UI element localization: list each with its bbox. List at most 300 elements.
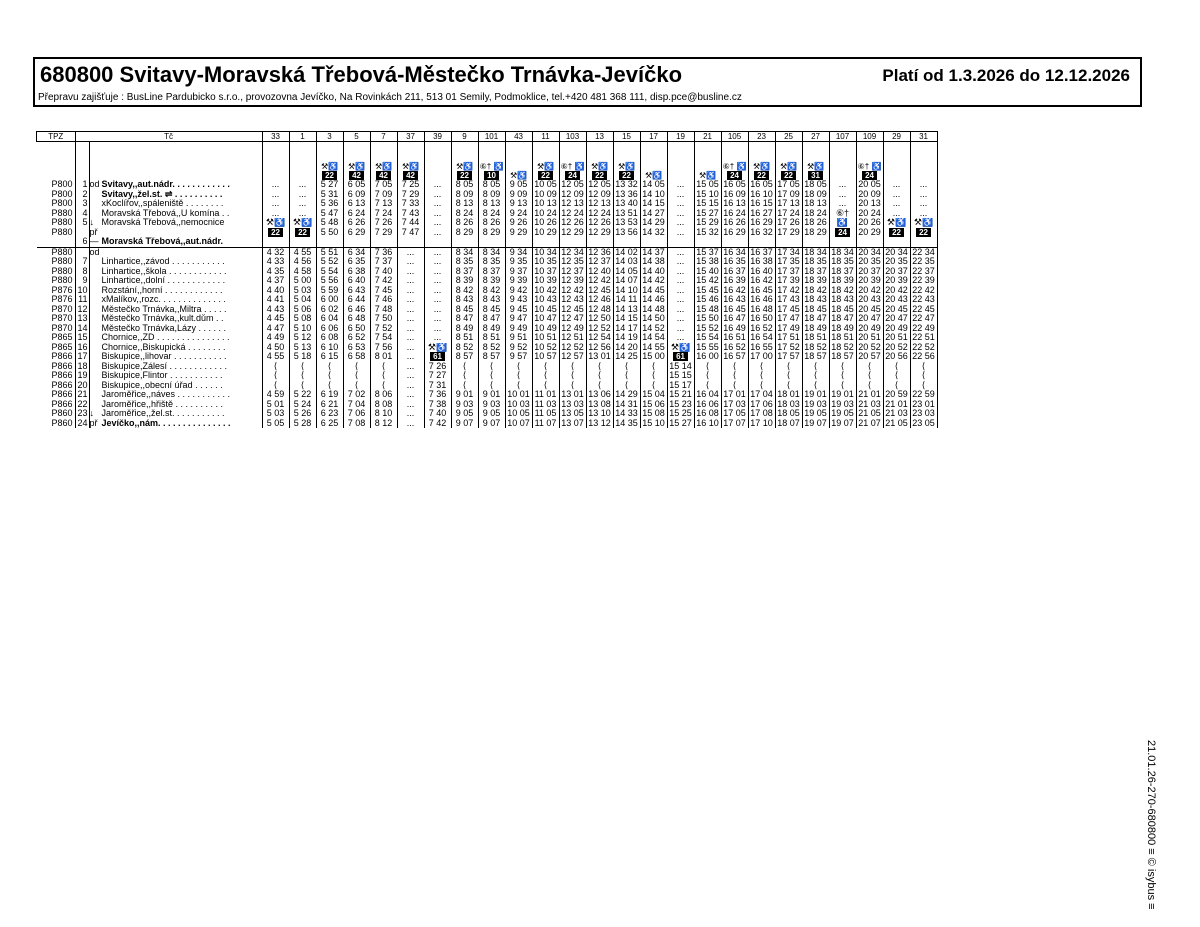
connection-badge: 42: [403, 171, 418, 180]
departure-time: 6 08: [316, 333, 343, 343]
departure-time: 5 03: [289, 286, 316, 296]
departure-time: 13 56: [613, 228, 640, 238]
departure-time: ...: [397, 371, 424, 381]
departure-time: ...: [262, 199, 289, 209]
stop-row: [37, 237, 938, 247]
departure-time: 17 24: [775, 209, 802, 219]
departure-time: 13 12: [586, 419, 613, 429]
stop-name: xMalíkov,,rozc. . . . . . . . . . . . . .: [101, 295, 226, 304]
departure-time: 6 46: [343, 305, 370, 315]
departure-time: ...: [910, 199, 937, 209]
departure-time: ⟨: [343, 362, 370, 372]
departure-time: ⚒♿: [910, 218, 937, 228]
stop-row: [37, 199, 938, 209]
departure-time: 9 09: [505, 190, 532, 200]
departure-time: 8 01: [370, 352, 397, 362]
departure-time: 16 52: [748, 324, 775, 334]
stop-row: [37, 247, 938, 257]
departure-time: 16 52: [721, 343, 748, 353]
tpz-code: P870: [51, 322, 73, 333]
departure-time: 18 01: [775, 390, 802, 400]
departure-time: [343, 237, 370, 247]
departure-time: ⟨: [451, 381, 478, 391]
departure-time: 13 06: [586, 390, 613, 400]
departure-time: 18 52: [802, 343, 829, 353]
departure-time: 4 59: [262, 390, 289, 400]
departure-time: ...: [262, 209, 289, 219]
departure-time: 8 52: [478, 343, 505, 353]
trip-note: [397, 142, 424, 181]
stop-number: 2: [75, 190, 89, 200]
departure-time: 16 37: [748, 247, 775, 257]
departure-time: 6 04: [316, 314, 343, 324]
departure-time: [316, 237, 343, 247]
arrival-departure-mark: př: [89, 417, 98, 428]
departure-time: 12 13: [559, 199, 586, 209]
departure-time: 12 09: [586, 190, 613, 200]
trip-note: [559, 142, 586, 181]
departure-time: 14 42: [640, 276, 667, 286]
departure-time: 14 29: [640, 218, 667, 228]
departure-time: 12 43: [559, 295, 586, 305]
departure-time: 6 24: [343, 209, 370, 219]
departure-time: 8 09: [478, 190, 505, 200]
departure-time: 13 40: [613, 199, 640, 209]
departure-time: 9 47: [505, 314, 532, 324]
departure-time: ⟨: [694, 371, 721, 381]
departure-time: 9 05: [505, 180, 532, 190]
departure-time: 6 35: [343, 257, 370, 267]
departure-time: ...: [289, 209, 316, 219]
trip-note: [289, 142, 316, 181]
departure-time: 13 53: [613, 218, 640, 228]
departure-time: 20 57: [856, 352, 883, 362]
connection-badge: 22: [754, 171, 769, 180]
departure-time: 15 08: [640, 409, 667, 419]
departure-time: ⟨: [586, 362, 613, 372]
departure-time: 18 35: [802, 257, 829, 267]
departure-time: ...: [397, 362, 424, 372]
departure-time: 5 28: [289, 419, 316, 429]
tpz-header: TPZ: [37, 132, 76, 142]
stop-name: Jaroměřice,,žel.st. . . . . . . . . . .: [101, 409, 225, 418]
departure-time: 14 31: [613, 400, 640, 410]
tpz-code: P880: [51, 217, 73, 227]
stop-row: [37, 218, 938, 228]
departure-time: ...: [667, 314, 694, 324]
departure-time: 14 40: [640, 267, 667, 277]
departure-time: ...: [262, 180, 289, 190]
stop-number: 13: [75, 314, 89, 324]
stop-name: Chornice,,Biskupická . . . . . . . .: [101, 342, 226, 352]
departure-time: 9 01: [451, 390, 478, 400]
departure-time: 16 09: [721, 190, 748, 200]
departure-time: 10 35: [532, 257, 559, 267]
departure-time: 18 47: [829, 314, 856, 324]
departure-time: ⟨: [559, 362, 586, 372]
departure-time: ...: [667, 286, 694, 296]
departure-time: 17 26: [775, 218, 802, 228]
departure-time: ...: [397, 295, 424, 305]
departure-time: 16 45: [721, 305, 748, 315]
operating-days-symbol: ⚒♿: [806, 161, 825, 171]
departure-time: [289, 228, 316, 238]
departure-time: 14 17: [613, 324, 640, 334]
departure-time: 12 52: [586, 324, 613, 334]
departure-time: 14 46: [640, 295, 667, 305]
trip-note: [316, 142, 343, 181]
tpz-code: P860: [51, 408, 73, 418]
departure-time: 7 29: [397, 190, 424, 200]
departure-time: ⟨: [451, 371, 478, 381]
arrival-departure-mark: ↓: [89, 408, 94, 418]
departure-time: 4 45: [262, 314, 289, 324]
departure-time: ...: [397, 286, 424, 296]
departure-time: ...: [424, 247, 451, 257]
connection-badge: 22: [538, 171, 553, 180]
departure-time: ⟨: [343, 381, 370, 391]
departure-time: [883, 228, 910, 238]
departure-time: 20 05: [856, 180, 883, 190]
connection-badge: 61: [430, 352, 445, 361]
departure-time: ⟨: [802, 362, 829, 372]
departure-time: 22 51: [910, 333, 937, 343]
departure-time: 5 36: [316, 199, 343, 209]
trip-note: [775, 142, 802, 181]
departure-time: 17 52: [775, 343, 802, 353]
departure-time: 7 40: [370, 267, 397, 277]
departure-time: [505, 237, 532, 247]
departure-time: 16 29: [721, 228, 748, 238]
departure-time: 20 47: [883, 314, 910, 324]
stop-number: 22: [75, 400, 89, 410]
departure-time: 7 13: [370, 199, 397, 209]
departure-time: [478, 237, 505, 247]
connection-badge: 22: [295, 228, 310, 237]
departure-time: ⚒♿: [289, 218, 316, 228]
stop-name: Moravská Třebová,,nemocnice: [101, 218, 225, 227]
departure-time: ...: [424, 218, 451, 228]
departure-time: 16 05: [748, 180, 775, 190]
operator-info: Přepravu zajišťuje : BusLine Pardubicko s.r.o., provozovna Jevíčko, Na Rovinkách 211, 513 01 Semily, Podmoklice, tel.+420 481 368 111, disp.pce@busline.cz: [38, 92, 742, 103]
departure-time: 6 06: [316, 324, 343, 334]
departure-time: ...: [667, 333, 694, 343]
departure-time: ...: [424, 190, 451, 200]
departure-time: 12 54: [586, 333, 613, 343]
departure-time: [640, 237, 667, 247]
departure-time: ⟨: [640, 371, 667, 381]
departure-time: 14 15: [640, 199, 667, 209]
stop-name: Biskupice,Zálesí . . . . . . . . . . . .: [101, 361, 228, 371]
departure-time: ⟨: [640, 381, 667, 391]
departure-time: ...: [667, 247, 694, 257]
operating-days-symbol: ⚒♿: [617, 161, 636, 171]
departure-time: 12 37: [586, 257, 613, 267]
departure-time: 22 56: [910, 352, 937, 362]
trip-note: [640, 142, 667, 181]
departure-time: 12 36: [586, 247, 613, 257]
departure-time: 10 52: [532, 343, 559, 353]
departure-time: ⟨: [640, 362, 667, 372]
departure-time: 22 59: [910, 390, 937, 400]
departure-time: 19 03: [802, 400, 829, 410]
departure-time: 12 29: [559, 228, 586, 238]
departure-time: 12 47: [559, 314, 586, 324]
departure-time: 8 29: [451, 228, 478, 238]
departure-time: 9 01: [478, 390, 505, 400]
departure-time: 9 34: [505, 247, 532, 257]
departure-time: 7 40: [424, 409, 451, 419]
departure-time: 16 50: [748, 314, 775, 324]
departure-time: 11 05: [532, 409, 559, 419]
departure-time: 16 45: [748, 286, 775, 296]
departure-time: 15 48: [694, 305, 721, 315]
arrival-departure-mark: [89, 286, 100, 296]
stop-name: Linhartice,,škola . . . . . . . . . . . .: [101, 266, 227, 276]
departure-time: ...: [883, 209, 910, 219]
stop-number: 24: [75, 419, 89, 429]
departure-time: ...: [424, 324, 451, 334]
departure-time: 8 51: [478, 333, 505, 343]
departure-time: 7 48: [370, 305, 397, 315]
tpz-code: P800: [51, 198, 73, 208]
departure-time: 15 38: [694, 257, 721, 267]
trip-note: [451, 142, 478, 181]
departure-time: 19 01: [802, 390, 829, 400]
validity-period: Platí od 1.3.2026 do 12.12.2026: [882, 66, 1130, 85]
departure-time: 18 35: [829, 257, 856, 267]
departure-time: 19 05: [829, 409, 856, 419]
tpz-code: P866: [51, 398, 73, 409]
departure-time: ...: [667, 199, 694, 209]
departure-time: 20 13: [856, 199, 883, 209]
departure-time: 7 47: [397, 228, 424, 238]
departure-time: 7 05: [370, 180, 397, 190]
departure-time: [910, 237, 937, 247]
departure-time: [748, 237, 775, 247]
departure-time: 4 49: [262, 333, 289, 343]
departure-time: ⟨: [370, 381, 397, 391]
departure-time: 17 03: [721, 400, 748, 410]
departure-time: 12 50: [586, 314, 613, 324]
departure-time: 15 50: [694, 314, 721, 324]
connection-badge: 22: [916, 228, 931, 237]
departure-time: 16 10: [748, 190, 775, 200]
connection-badge: 42: [376, 171, 391, 180]
departure-time: 21 05: [856, 409, 883, 419]
departure-time: 12 56: [586, 343, 613, 353]
departure-time: 20 47: [856, 314, 883, 324]
departure-time: 15 23: [667, 400, 694, 410]
departure-time: 18 13: [802, 199, 829, 209]
trip-note: [802, 142, 829, 181]
arrival-departure-mark: [89, 352, 100, 362]
departure-time: 21 05: [883, 419, 910, 429]
departure-time: 18 05: [802, 180, 829, 190]
stop-row: [37, 343, 938, 353]
departure-time: 7 56: [370, 343, 397, 353]
arrival-departure-mark: od: [89, 179, 100, 189]
departure-time: 16 08: [694, 409, 721, 419]
stop-row: [37, 352, 938, 362]
departure-time: ⟨: [856, 371, 883, 381]
trip-number: 9: [451, 132, 478, 142]
departure-time: 7 26: [370, 218, 397, 228]
departure-time: 9 57: [505, 352, 532, 362]
departure-time: 4 40: [262, 286, 289, 296]
departure-time: 20 43: [856, 295, 883, 305]
line-title: 680800 Svitavy-Moravská Třebová-Městečko Trnávka-Jevíčko: [40, 62, 683, 87]
connection-badge: 24: [862, 171, 877, 180]
departure-time: 16 04: [694, 390, 721, 400]
departure-time: 4 35: [262, 267, 289, 277]
arrival-departure-mark: [89, 371, 100, 381]
departure-time: ...: [424, 257, 451, 267]
departure-time: ...: [424, 228, 451, 238]
departure-time: 17 49: [775, 324, 802, 334]
tpz-code: P880: [51, 256, 73, 266]
departure-time: 4 50: [262, 343, 289, 353]
departure-time: ⟨: [748, 381, 775, 391]
departure-time: 6 53: [343, 343, 370, 353]
departure-time: 6 26: [343, 218, 370, 228]
operating-days-symbol: ⚒♿: [644, 171, 663, 180]
departure-time: ...: [667, 209, 694, 219]
departure-time: 16 35: [721, 257, 748, 267]
departure-time: 22 35: [910, 257, 937, 267]
departure-time: ⟨: [910, 371, 937, 381]
stop-row: [37, 305, 938, 315]
stop-name: Chornice,,ZD . . . . . . . . . . . . . . .: [101, 333, 230, 342]
departure-time: 15 46: [694, 295, 721, 305]
departure-time: 4 32: [262, 247, 289, 257]
departure-time: [667, 352, 694, 362]
departure-time: 17 45: [775, 305, 802, 315]
departure-time: 18 34: [829, 247, 856, 257]
tpz-code: P866: [51, 389, 73, 399]
stop-number: 4: [75, 209, 89, 219]
departure-time: 20 59: [883, 390, 910, 400]
departure-time: 7 46: [370, 295, 397, 305]
departure-time: 16 27: [748, 209, 775, 219]
departure-time: [721, 237, 748, 247]
departure-time: 13 05: [559, 409, 586, 419]
departure-time: 21 03: [883, 409, 910, 419]
departure-time: 16 37: [721, 267, 748, 277]
departure-time: [613, 237, 640, 247]
departure-time: 7 50: [370, 314, 397, 324]
departure-time: 9 13: [505, 199, 532, 209]
departure-time: ⟨: [910, 362, 937, 372]
departure-time: 17 00: [748, 352, 775, 362]
departure-time: 10 13: [532, 199, 559, 209]
departure-time: 9 49: [505, 324, 532, 334]
departure-time: 12 37: [559, 267, 586, 277]
stop-row: [37, 333, 938, 343]
departure-time: 18 24: [802, 209, 829, 219]
departure-time: 6 58: [343, 352, 370, 362]
tpz-code: P860: [51, 417, 73, 428]
departure-time: 9 43: [505, 295, 532, 305]
departure-time: 10 29: [532, 228, 559, 238]
tpz-code: P865: [51, 341, 73, 352]
departure-time: 18 42: [802, 286, 829, 296]
departure-time: 14 15: [613, 314, 640, 324]
tpz-code: P870: [51, 313, 73, 323]
departure-time: 14 19: [613, 333, 640, 343]
departure-time: 16 26: [721, 218, 748, 228]
departure-time: 14 02: [613, 247, 640, 257]
departure-time: ⟨: [829, 371, 856, 381]
departure-time: 9 51: [505, 333, 532, 343]
arrival-departure-mark: [89, 305, 100, 315]
tpz-code: P866: [51, 351, 73, 361]
stop-name: Jaroměřice,,hřiště . . . . . . . . . .: [101, 399, 224, 409]
departure-time: ...: [910, 190, 937, 200]
departure-time: 19 07: [829, 419, 856, 429]
departure-time: 5 54: [316, 267, 343, 277]
departure-time: [559, 237, 586, 247]
departure-time: 22 45: [910, 305, 937, 315]
trip-note: [532, 142, 559, 181]
departure-time: 13 03: [559, 400, 586, 410]
trip-number: 25: [775, 132, 802, 142]
departure-time: 22 43: [910, 295, 937, 305]
departure-time: 8 37: [451, 267, 478, 277]
departure-time: 15 55: [694, 343, 721, 353]
departure-time: 17 34: [775, 247, 802, 257]
departure-time: 20 37: [856, 267, 883, 277]
departure-time: 17 37: [775, 267, 802, 277]
departure-time: ...: [829, 190, 856, 200]
departure-time: 15 14: [667, 362, 694, 372]
departure-time: 14 27: [640, 209, 667, 219]
departure-time: 5 52: [316, 257, 343, 267]
connection-badge: 22: [322, 171, 337, 180]
departure-time: 12 45: [586, 286, 613, 296]
departure-time: ...: [289, 199, 316, 209]
departure-time: 6 48: [343, 314, 370, 324]
departure-time: 17 05: [775, 180, 802, 190]
tpz-code: P880: [51, 226, 73, 237]
departure-time: ...: [397, 257, 424, 267]
stop-number: 3: [75, 199, 89, 209]
trip-note: [856, 142, 883, 181]
departure-time: [451, 237, 478, 247]
departure-time: 6 05: [343, 180, 370, 190]
trip-note: [910, 142, 937, 181]
departure-time: 16 29: [748, 218, 775, 228]
arrival-departure-mark: [89, 199, 100, 209]
operating-days-symbol: ⚒♿: [590, 161, 609, 171]
departure-time: 20 39: [883, 276, 910, 286]
departure-time: ...: [262, 190, 289, 200]
departure-time: 18 34: [802, 247, 829, 257]
departure-time: 10 57: [532, 352, 559, 362]
arrival-departure-mark: ↓: [89, 217, 94, 227]
connection-badge: 22: [889, 228, 904, 237]
departure-time: [883, 237, 910, 247]
departure-time: 10 39: [532, 276, 559, 286]
trip-note: [262, 142, 289, 181]
departure-time: 10 37: [532, 267, 559, 277]
departure-time: 16 54: [748, 333, 775, 343]
departure-time: ⚒♿: [883, 218, 910, 228]
departure-time: ⟨: [883, 371, 910, 381]
departure-time: 12 29: [586, 228, 613, 238]
stop-number: 21: [75, 390, 89, 400]
trip-note: [424, 142, 451, 181]
